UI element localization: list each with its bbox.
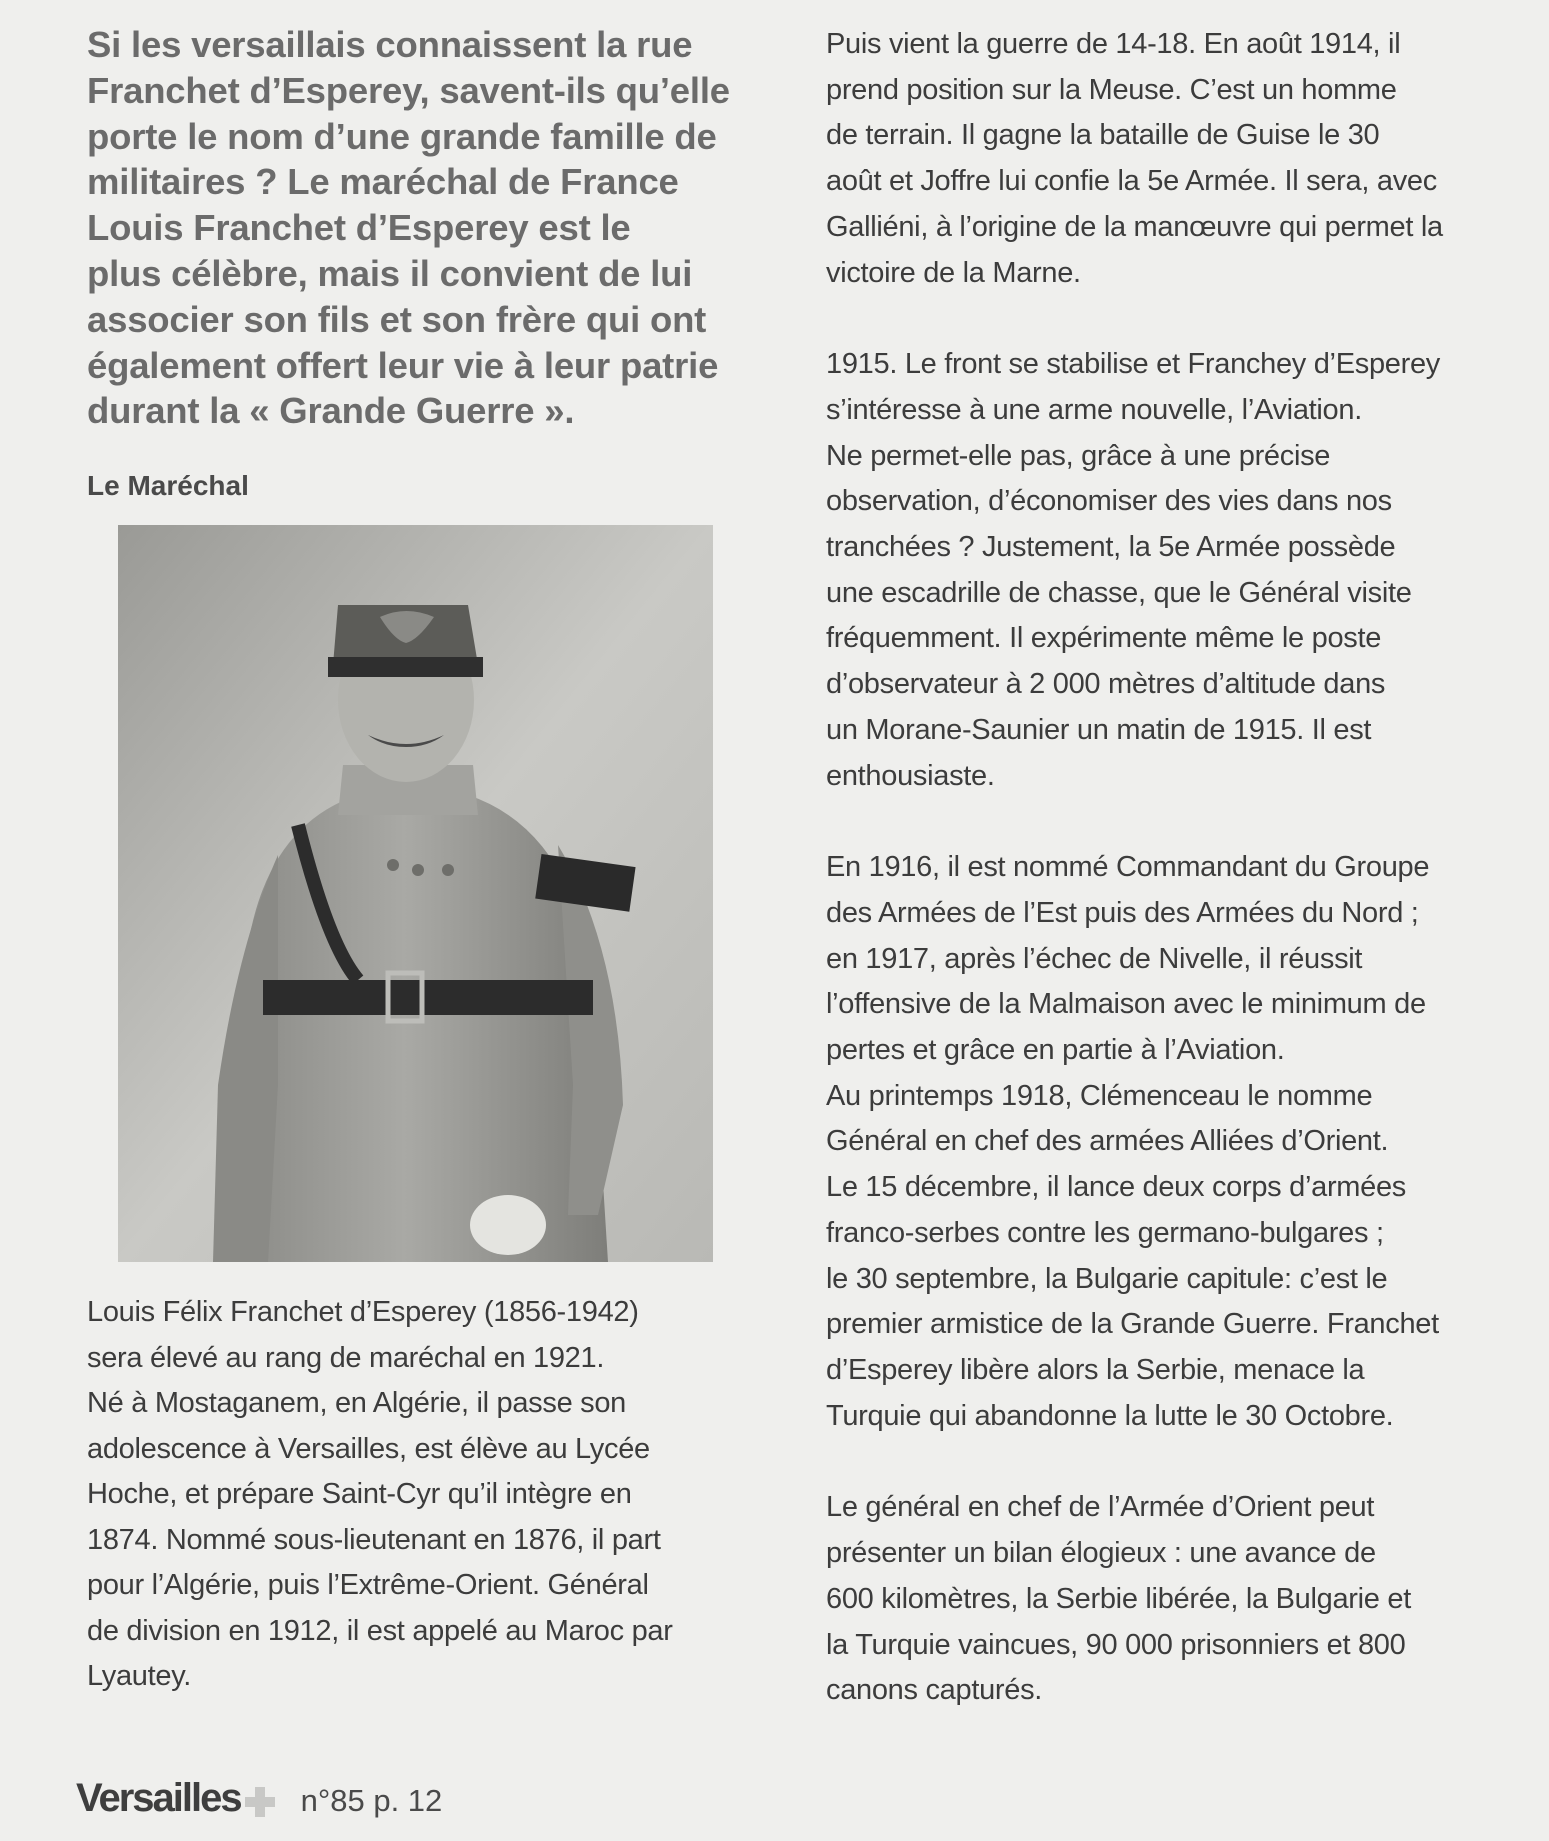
body-line: le 30 septembre, la Bulgarie capitule: c’est le — [826, 1262, 1388, 1295]
body-line: franco-serbes contre les germano-bulgares ; — [826, 1216, 1384, 1249]
body-line: fréquemment. Il expérimente même le poste — [826, 622, 1382, 655]
intro-line: également offert leur vie à leur patrie — [87, 344, 719, 386]
body-line: 1915. Le front se stabilise et Franchey d’Esperey — [826, 348, 1440, 381]
caption-line: Louis Félix Franchet d’Esperey (1856-1942) — [87, 1296, 639, 1328]
caption-line: Lyautey. — [87, 1660, 191, 1692]
body-line: pertes et grâce en partie à l’Aviation. — [826, 1034, 1285, 1067]
body-line: Le 15 décembre, il lance deux corps d’armées — [826, 1171, 1407, 1204]
body-paragraph — [826, 845, 1526, 1439]
body-line: Galliéni, à l’origine de la manœuvre qui permet la — [826, 210, 1443, 243]
intro-line: Louis Franchet d’Esperey est le — [87, 207, 631, 249]
left-column — [87, 22, 777, 1692]
body-line: s’intéresse à une arme nouvelle, l’Aviation. — [826, 393, 1362, 426]
body-line: premier armistice de la Grande Guerre. Franchet — [826, 1308, 1439, 1341]
body-paragraph — [826, 22, 1526, 296]
intro-line: Franchet d’Esperey, savent-ils qu’elle — [87, 69, 730, 111]
body-line: observation, d’économiser des vies dans nos — [826, 485, 1392, 518]
intro-line: Si les versaillais connaissent la rue — [87, 24, 693, 65]
body-line: victoire de la Marne. — [826, 256, 1081, 289]
body-line: l’offensive de la Malmaison avec le minimum de — [826, 988, 1426, 1021]
body-line: un Morane-Saunier un matin de 1915. Il est — [826, 713, 1372, 746]
issue-page-number: n°85 p. 12 — [300, 1783, 443, 1818]
intro-line: durant la « Grande Guerre ». — [87, 390, 575, 432]
right-column — [826, 22, 1526, 1760]
body-line: prend position sur la Meuse. C’est un homme — [826, 73, 1397, 106]
caption-line: de division en 1912, il est appelé au Maroc par — [87, 1614, 673, 1647]
body-line: la Turquie vaincues, 90 000 prisonniers et 800 — [826, 1628, 1406, 1661]
caption-line: pour l’Algérie, puis l’Extrême-Orient. Général — [87, 1569, 649, 1601]
body-line: En 1916, il est nommé Commandant du Groupe — [826, 851, 1430, 884]
intro-paragraph — [87, 22, 777, 434]
portrait-photo — [118, 525, 713, 1262]
body-line: Turquie qui abandonne la lutte le 30 Octobre. — [826, 1399, 1394, 1432]
caption-line: Hoche, et prépare Saint-Cyr qu’il intègre en — [87, 1478, 632, 1510]
body-line: Ne permet-elle pas, grâce à une précise — [826, 439, 1331, 472]
caption-line: Né à Mostaganem, en Algérie, il passe son — [87, 1387, 627, 1419]
body-line: Puis vient la guerre de 14-18. En août 1914, il — [826, 28, 1401, 60]
body-line: de terrain. Il gagne la bataille de Guise le 30 — [826, 119, 1380, 152]
body-line: août et Joffre lui confie la 5e Armée. Il sera, avec — [826, 165, 1437, 198]
magazine-logo — [76, 1776, 277, 1821]
body-paragraph — [826, 342, 1526, 799]
body-line: présenter un bilan élogieux : une avance de — [826, 1537, 1376, 1570]
caption-line: adolescence à Versailles, est élève au Lycée — [87, 1432, 650, 1465]
body-line: 600 kilomètres, la Serbie libérée, la Bulgarie et — [826, 1582, 1411, 1615]
intro-line: militaires ? Le maréchal de France — [87, 161, 679, 203]
intro-line: porte le nom d’une grande famille de — [87, 115, 717, 157]
brand-name: Versailles — [76, 1776, 241, 1820]
body-line: une escadrille de chasse, que le Général visite — [826, 576, 1412, 609]
body-line: canons capturés. — [826, 1674, 1043, 1707]
body-line: en 1917, après l’échec de Nivelle, il réussit — [826, 942, 1363, 975]
body-line: d’Esperey libère alors la Serbie, menace la — [826, 1353, 1365, 1386]
body-line: enthousiaste. — [826, 759, 995, 792]
caption-line: sera élevé au rang de maréchal en 1921. — [87, 1341, 605, 1374]
body-line: Général en chef des armées Alliées d’Orient. — [826, 1125, 1389, 1158]
photo-caption — [87, 1290, 787, 1700]
portrait-illustration — [118, 525, 713, 1262]
body-line: Au printemps 1918, Clémenceau le nomme — [826, 1079, 1373, 1112]
body-line: d’observateur à 2 000 mètres d’altitude dans — [826, 668, 1386, 701]
body-line: Le général en chef de l’Armée d’Orient peut — [826, 1491, 1375, 1524]
plus-icon — [243, 1784, 277, 1818]
body-line: tranchées ? Justement, la 5e Armée possède — [826, 531, 1396, 564]
caption-line: 1874. Nommé sous-lieutenant en 1876, il part — [87, 1523, 661, 1556]
intro-line: plus célèbre, mais il convient de lui — [87, 252, 693, 294]
section-heading: Le Maréchal — [87, 470, 249, 502]
body-line: des Armées de l’Est puis des Armées du Nord ; — [826, 896, 1419, 929]
page-footer — [76, 1776, 442, 1824]
body-paragraph — [826, 1485, 1526, 1714]
intro-line: associer son fils et son frère qui ont — [87, 298, 707, 340]
